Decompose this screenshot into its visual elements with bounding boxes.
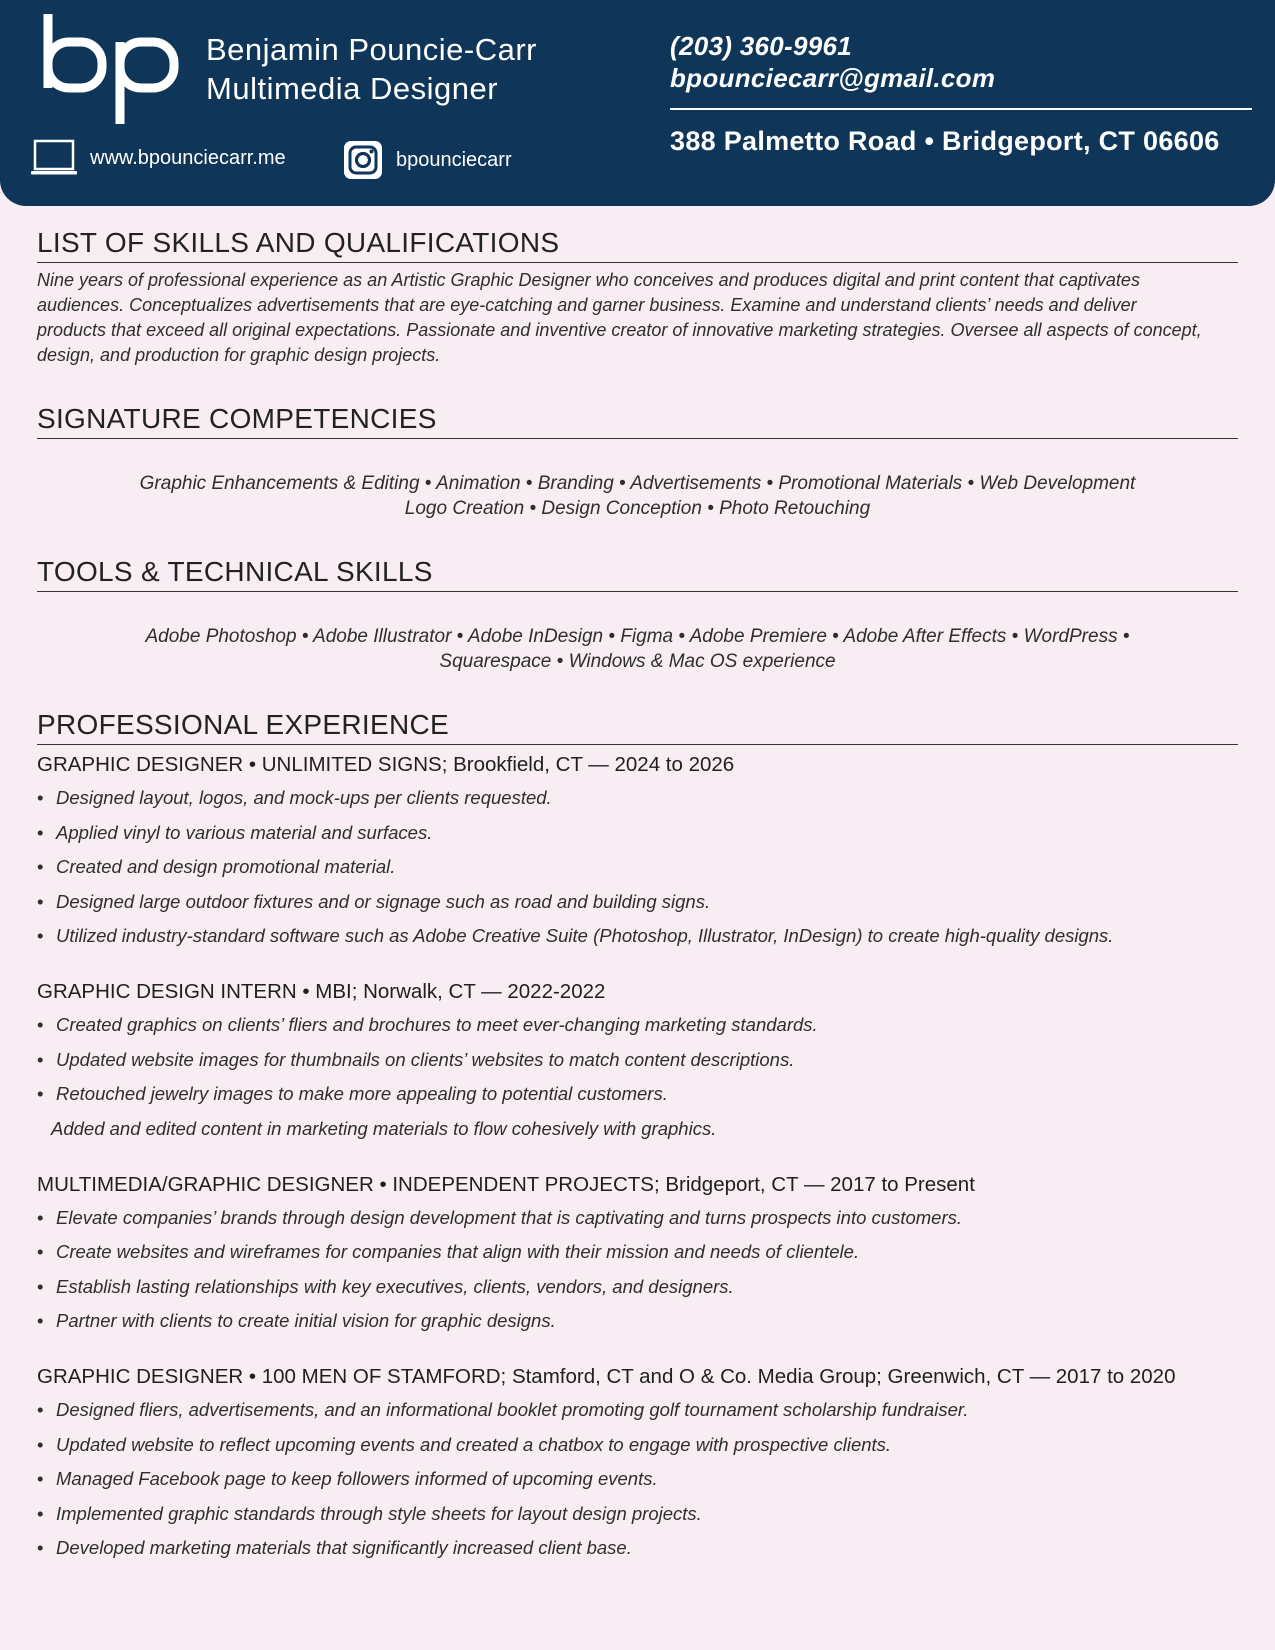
resume-header (0, 0, 1275, 206)
tools-heading: TOOLS & TECHNICAL SKILLS (37, 555, 1238, 592)
list-item: • Retouched jewelry images to make more appealing to potential customers. (37, 1083, 668, 1104)
list-item: • Updated website to reflect upcoming events and created a chatbox to engage with prospective clients. (37, 1433, 892, 1455)
list-item: • Developed marketing materials that significantly increased client base. (37, 1537, 632, 1558)
list-item: • Elevate companies’ brands through design development that is captivating and turns prospects into customers. (37, 1206, 962, 1228)
website-row[interactable] (30, 138, 286, 178)
job-bullets (37, 1205, 1238, 1334)
list-item: • Establish lasting relationships with key executives, clients, vendors, and designers. (37, 1275, 734, 1297)
competencies-heading: SIGNATURE COMPETENCIES (37, 402, 1238, 439)
street-address: 388 Palmetto Road • Bridgeport, CT 06606 (670, 126, 1220, 156)
full-name: Benjamin Pouncie-Carr (206, 32, 537, 67)
phone-number[interactable]: (203) 360-9961 (670, 31, 852, 61)
experience-heading: PROFESSIONAL EXPERIENCE (37, 708, 1238, 745)
list-item: • Designed large outdoor fixtures and or signage such as road and building signs. (37, 890, 711, 912)
tools-section (37, 555, 1238, 674)
website-link[interactable]: www.bpounciecarr.me (90, 146, 286, 169)
job-bullets (37, 785, 1238, 948)
competencies-section (37, 402, 1238, 521)
list-item: • Create websites and wireframes for companies that align with their mission and needs of clientele. (37, 1241, 860, 1262)
job-entry (37, 751, 1238, 948)
job-extra-line: Added and edited content in marketing materials to flow cohesively with graphics. (51, 1117, 717, 1139)
list-item: • Managed Facebook page to keep followers informed of upcoming events. (37, 1468, 658, 1489)
job-heading: MULTIMEDIA/GRAPHIC DESIGNER • INDEPENDENT PROJECTS; Bridgeport, CT — 2017 to Present (37, 1172, 975, 1196)
job-entry (37, 978, 1238, 1141)
job-entry (37, 1363, 1238, 1560)
skills-summary: Nine years of professional experience as an Artistic Graphic Designer who conceives and produces digital and print content that captivates audiences. Conceptualizes advertisements that are eye-catching and garner business. Examine and understand clients’ needs and deliver products that exceed all original expectations. Passionate and inventive creator of innovative marketing strategies. Oversee all aspects of concept, design, and production for graphic design projects. (37, 270, 1202, 365)
email-address[interactable]: bpounciecarr@gmail.com (670, 63, 996, 93)
job-heading: GRAPHIC DESIGNER • 100 MEN OF STAMFORD; Stamford, CT and O & Co. Media Group; Greenwich, CT — 2017 to 2020 (37, 1365, 1176, 1388)
instagram-row[interactable] (343, 140, 512, 180)
list-item: • Designed layout, logos, and mock-ups per clients requested. (37, 787, 552, 808)
bp-logo (40, 10, 184, 128)
list-item: • Created graphics on clients’ fliers and brochures to meet ever-changing marketing standards. (37, 1014, 818, 1035)
contact-divider (670, 108, 1252, 110)
competencies-list (37, 471, 1238, 521)
list-item: • Updated website images for thumbnails on clients’ websites to match content descriptions. (37, 1048, 795, 1070)
name-block (206, 30, 537, 108)
list-item: • Partner with clients to create initial vision for graphic designs. (37, 1310, 556, 1331)
competencies-line-2: Logo Creation • Design Conception • Photo Retouching (404, 498, 871, 519)
tools-line-2: Squarespace • Windows & Mac OS experience (439, 651, 836, 672)
job-role: Multimedia Designer (206, 71, 499, 106)
job-entry (37, 1171, 1238, 1334)
list-item: • Applied vinyl to various material and surfaces. (37, 821, 433, 843)
instagram-icon (343, 140, 383, 180)
skills-section (37, 226, 1238, 368)
list-item: • Designed fliers, advertisements, and an informational booklet promoting golf tournament scholarship fundraiser. (37, 1399, 969, 1420)
contact-block (670, 30, 1252, 157)
skills-heading: LIST OF SKILLS AND QUALIFICATIONS (37, 226, 1238, 263)
tools-list (37, 624, 1238, 674)
list-item: • Created and design promotional material. (37, 856, 396, 877)
instagram-handle[interactable]: bpounciecarr (396, 148, 512, 171)
laptop-icon (30, 138, 78, 178)
competencies-line-1: Graphic Enhancements & Editing • Animation • Branding • Advertisements • Promotional Materials • Web Development (139, 473, 1136, 494)
job-heading: GRAPHIC DESIGNER • UNLIMITED SIGNS; Brookfield, CT — 2024 to 2026 (37, 753, 735, 776)
resume-body (37, 226, 1238, 1570)
list-item: • Implemented graphic standards through style sheets for layout design projects. (37, 1502, 702, 1524)
list-item: • Utilized industry-standard software such as Adobe Creative Suite (Photoshop, Illustrator, InDesign) to create high-quality designs. (37, 925, 1114, 946)
job-bullets (37, 1012, 1238, 1106)
job-bullets (37, 1397, 1238, 1560)
tools-line-1: Adobe Photoshop • Adobe Illustrator • Adobe InDesign • Figma • Adobe Premiere • Adobe After Effects • WordPress • (145, 626, 1130, 647)
job-heading: GRAPHIC DESIGN INTERN • MBI; Norwalk, CT — 2022-2022 (37, 980, 606, 1003)
experience-section (37, 708, 1238, 1560)
